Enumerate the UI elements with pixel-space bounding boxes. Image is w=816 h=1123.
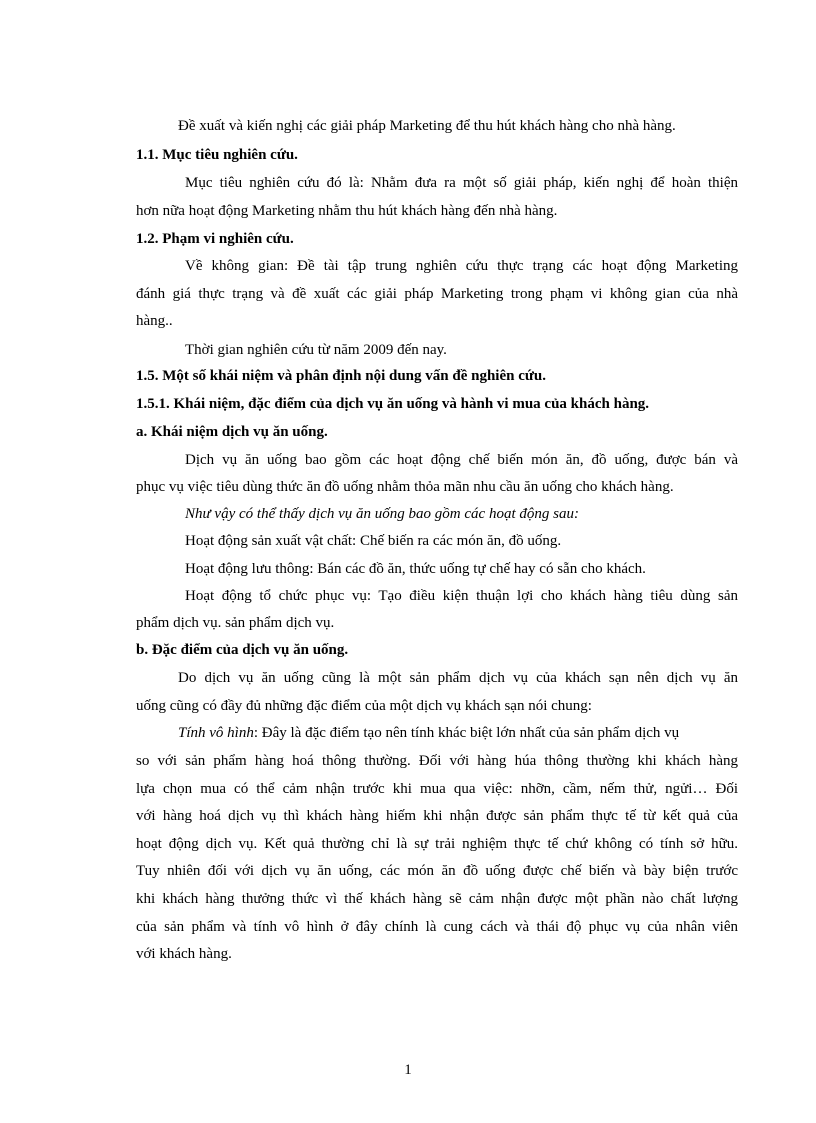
paragraph-line: so với sản phẩm hàng hoá thông thường. Đối với hàng húa thông thường khi khách hàng: [136, 753, 738, 769]
heading-b: b. Đặc điểm của dịch vụ ăn uống.: [136, 642, 349, 658]
paragraph-line: với khách hàng.: [136, 946, 232, 962]
paragraph-line: Dịch vụ ăn uống bao gồm các hoạt động chế biến món ăn, đồ uống, được bán và: [185, 452, 738, 468]
paragraph-line: Hoạt động sản xuất vật chất: Chế biến ra các món ăn, đồ uống.: [185, 533, 562, 549]
heading-1-1: 1.1. Mục tiêu nghiên cứu.: [136, 147, 298, 163]
paragraph-line: của sản phẩm và tính vô hình ở đây chính là cung cách và thái độ phục vụ của nhân viên: [136, 919, 738, 935]
italic-intro: Như vậy có thể thấy dịch vụ ăn uống bao gồm các hoạt động sau:: [185, 506, 579, 522]
paragraph-line: Mục tiêu nghiên cứu đó là: Nhằm đưa ra một số giải pháp, kiến nghị để hoàn thiện: [185, 175, 738, 191]
paragraph-line: hơn nữa hoạt động Marketing nhằm thu hút khách hàng đến nhà hàng.: [136, 203, 558, 219]
paragraph-line: lựa chọn mua có thể cảm nhận trước khi mua qua việc: nhỡn, cầm, nếm thử, ngửi… Đối: [136, 781, 738, 797]
intro-paragraph: Đề xuất và kiến nghị các giải pháp Marketing để thu hút khách hàng cho nhà hàng.: [178, 118, 676, 134]
paragraph-line: Về không gian: Đề tài tập trung nghiên cứu thực trạng các hoạt động Marketing: [185, 258, 738, 274]
term-intangibility: Tính vô hình: [178, 725, 254, 741]
paragraph-line: khi khách hàng thưởng thức vì thế khách hàng sẽ cảm nhận được một phần nào chất lượng: [136, 891, 738, 907]
paragraph-line: đánh giá thực trạng và đề xuất các giải pháp Marketing trong phạm vi không gian của nhà: [136, 286, 738, 302]
paragraph-line: Thời gian nghiên cứu từ năm 2009 đến nay.: [185, 342, 447, 358]
paragraph-line: Do dịch vụ ăn uống cũng là một sản phẩm dịch vụ của khách sạn nên dịch vụ ăn: [178, 670, 738, 686]
paragraph-line: Hoạt động tổ chức phục vụ: Tạo điều kiện thuận lợi cho khách hàng tiêu dùng sản: [185, 588, 738, 604]
paragraph-line: phục vụ việc tiêu dùng thức ăn đồ uống nhằm thỏa mãn nhu cầu ăn uống cho khách hàng.: [136, 479, 674, 495]
paragraph-line: uống cũng có đầy đủ những đặc điểm của một dịch vụ khách sạn nói chung:: [136, 698, 592, 714]
paragraph-line: Tuy nhiên đối với dịch vụ ăn uống, các món ăn đồ uống được chế biến và bày biện trước: [136, 863, 738, 879]
heading-1-2: 1.2. Phạm vi nghiên cứu.: [136, 231, 294, 247]
heading-a: a. Khái niệm dịch vụ ăn uống.: [136, 424, 328, 440]
heading-1-5-1: 1.5.1. Khái niệm, đặc điểm của dịch vụ ăn uống và hành vi mua của khách hàng.: [136, 396, 650, 412]
paragraph-text: : Đây là đặc điểm tạo nên tính khác biệt lớn nhất của sản phẩm dịch vụ: [253, 725, 680, 741]
paragraph-line: với hàng hoá dịch vụ thì khách hàng hiếm khi nhận được sản phẩm thực tế từ kết quả của: [136, 808, 738, 824]
paragraph-line: Hoạt động lưu thông: Bán các đồ ăn, thức uống tự chế hay có sẵn cho khách.: [185, 561, 646, 577]
paragraph-line: hàng..: [136, 313, 173, 329]
page-number: 1: [404, 1062, 412, 1078]
paragraph-line: [178, 723, 738, 743]
paragraph-line: phẩm dịch vụ. sản phẩm dịch vụ.: [136, 615, 335, 631]
paragraph-line: hoạt động dịch vụ. Kết quả thường chỉ là sự trải nghiệm thực tế chứ không có tính sở hữu.: [136, 836, 738, 852]
heading-1-5: 1.5. Một số khái niệm và phân định nội dung vấn đề nghiên cứu.: [136, 368, 546, 384]
